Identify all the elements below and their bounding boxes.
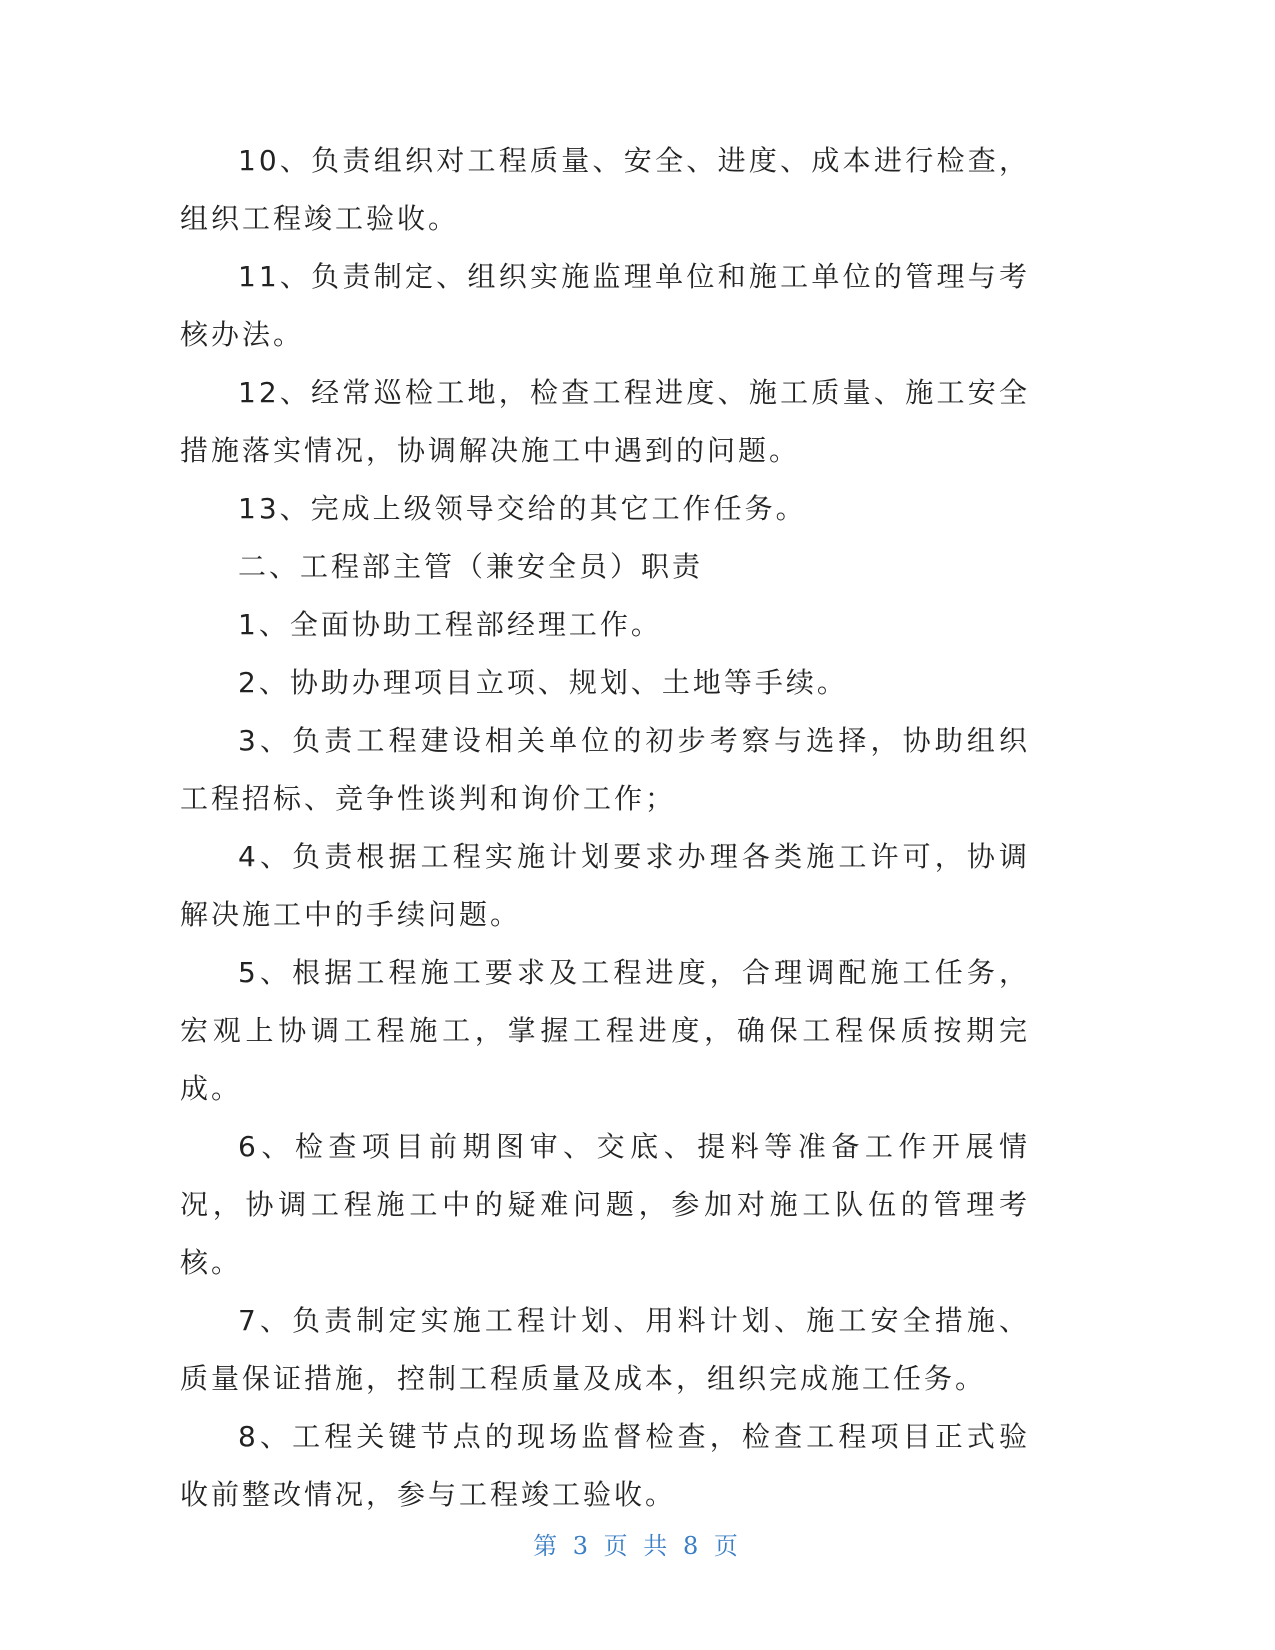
paragraph: 7、负责制定实施工程计划、用料计划、施工安全措施、质量保证措施，控制工程质量及成本，组织完成施工任务。 [180,1304,1030,1395]
section-heading: 二、工程部主管（兼安全员）职责 [238,550,704,583]
paragraph: 4、负责根据工程实施计划要求办理各类施工许可，协调解决施工中的手续问题。 [180,840,1030,931]
paragraph: 13、完成上级领导交给的其它工作任务。 [238,492,807,525]
page-number-footer: 第 3 页 共 8 页 [533,1532,742,1560]
paragraph: 8、工程关键节点的现场监督检查，检查工程项目正式验收前整改情况，参与工程竣工验收。 [180,1420,1030,1511]
paragraph: 6、检查项目前期图审、交底、提料等准备工作开展情况，协调工程施工中的疑难问题，参加对施工队伍的管理考核。 [180,1130,1030,1279]
document-body [180,132,1030,1524]
paragraph: 1、全面协助工程部经理工作。 [238,608,662,641]
paragraph: 5、根据工程施工要求及工程进度，合理调配施工任务，宏观上协调工程施工，掌握工程进度，确保工程保质按期完成。 [180,956,1030,1105]
paragraph: 12、经常巡检工地，检查工程进度、施工质量、施工安全措施落实情况，协调解决施工中遇到的问题。 [180,376,1030,467]
paragraph: 10、负责组织对工程质量、安全、进度、成本进行检查，组织工程竣工验收。 [180,144,1030,235]
paragraph: 3、负责工程建设相关单位的初步考察与选择，协助组织工程招标、竞争性谈判和询价工作； [180,724,1030,815]
paragraph: 2、协助办理项目立项、规划、土地等手续。 [238,666,848,699]
paragraph: 11、负责制定、组织实施监理单位和施工单位的管理与考核办法。 [180,260,1030,351]
